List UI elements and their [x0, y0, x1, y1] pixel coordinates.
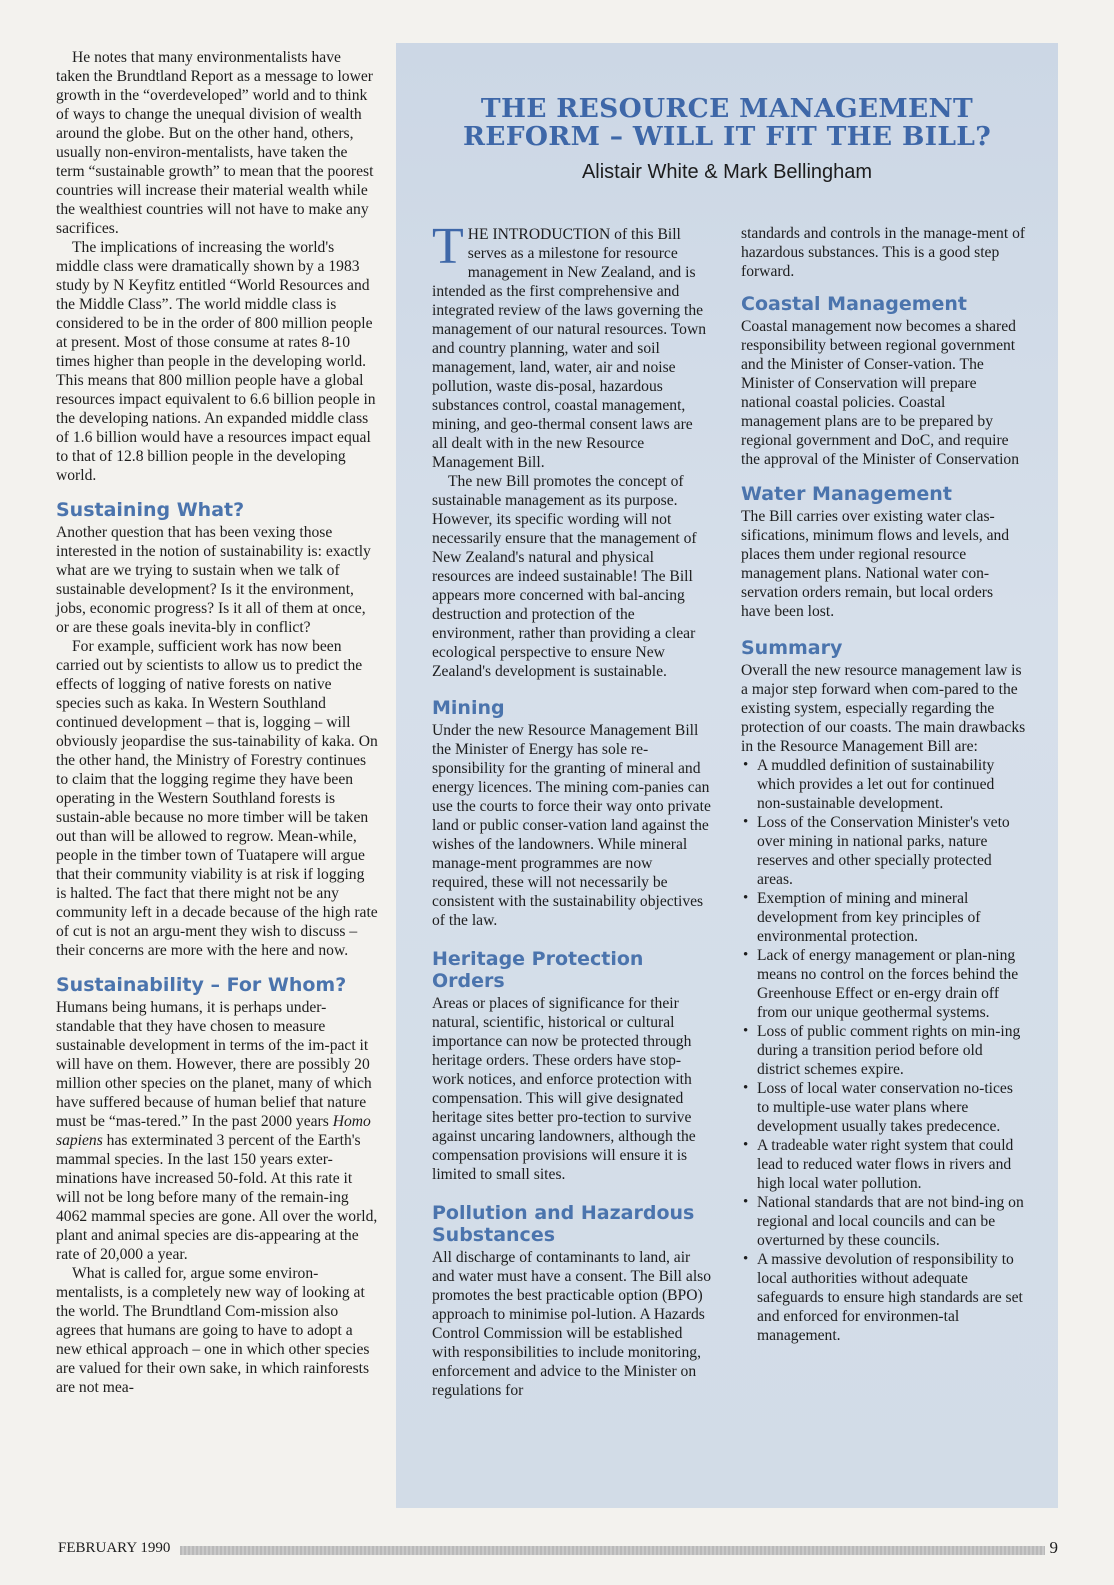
- summary-bullet: • Loss of local water conservation no-tices to multiple-use water plans where development usually takes predecence.: [741, 1079, 1026, 1136]
- coastal-text: Coastal management now becomes a shared responsibility between regional government and the Minister of Conser-vation. The Minister of Conservation will prepare national coastal policies. Coastal management plans are to be prepared by regional government and DoC, and require the approval of the Minister of Conservation: [741, 318, 1020, 468]
- summary-bullet: • Exemption of mining and mineral development from key principles of environmental protection.: [741, 889, 1026, 946]
- feature-box: [396, 43, 1058, 1508]
- heading-mining: Mining: [432, 697, 505, 719]
- feature-column-1: [432, 218, 712, 1400]
- intro-paragraph-2: The new Bill promotes the concept of sustainable management as its purpose. However, its specific wording will not necessarily ensure that the management of New Zealand's natural and physical resources are indeed sustainable! The Bill appears more concerned with bal-ancing destruction and protection of the environment, rather than providing a clear ecological perspective to ensure New Zealand's development is sustainable.: [432, 473, 697, 680]
- summary-bullet: • National standards that are not bind-ing on regional and local councils and can be overturned by these councils.: [741, 1193, 1026, 1250]
- feature-title-line-2: REFORM – WILL IT FIT THE BILL?: [462, 121, 992, 152]
- pollution-text: All discharge of contaminants to land, air and water must have a consent. The Bill also promotes the best practicable option (BPO) approach to minimise pol-lution. A Hazards Control Commission will be established with responsibilities to include monitoring, enforcement and advice to the Minister on regulations for: [432, 1249, 712, 1399]
- left-paragraph-5-part-b: has exterminated 3 percent of the Earth's mammal species. In the last 150 years exter-minations have increased 50-fold. At this rate it will not be long before many of the remain-ing 4062 mammal species are gone. All over the world, plant and animal species are dis-appearing at the rate of 20,000 a year.: [56, 1132, 378, 1263]
- heritage-text: Areas or places of significance for their natural, scientific, historical or cultural importance can now be protected through heritage orders. These orders have stop-work notices, and enforce protection with compensation. This will give designated heritage sites better pro-tection to survive against uncaring landowners, although the compensation provisions will ensure it is limited to small sites.: [432, 995, 696, 1183]
- left-column: [56, 48, 378, 1397]
- feature-column-2: [741, 224, 1026, 1345]
- heading-sustainability-for-whom: Sustainability – For Whom?: [56, 974, 347, 996]
- summary-bullet: • A tradeable water right system that could lead to reduced water flows in rivers and high local water pollution.: [741, 1136, 1026, 1193]
- pollution-continued-text: standards and controls in the manage-ment of hazardous substances. This is a good step forward.: [741, 225, 1026, 280]
- summary-bullet: • Loss of the Conservation Minister's veto over mining in national parks, nature reserves and other specially protected areas.: [741, 813, 1026, 889]
- heading-sustaining-what: Sustaining What?: [56, 499, 245, 521]
- feature-title-line-1: THE RESOURCE MANAGEMENT: [480, 93, 974, 124]
- heading-summary: Summary: [741, 637, 843, 659]
- intro-caps: HE INTRODUCTION: [467, 226, 611, 243]
- left-paragraph-6: What is called for, argue some environ-mentalists, is a completely new way of looking at the world. The Brundtland Com-mission also agrees that humans are going to have to adopt a new ethical approach – one in which other species are valued for their own sake, in which rainforests are not mea-: [56, 1265, 370, 1396]
- left-paragraph-5-part-a: Humans being humans, it is perhaps under-standable that they have chosen to measure sustainable development in terms of the im-pact it will have on them. However, there are possibly 20 million other species on the planet, many of which have suffered because of human belief that nature must be “mas-tered.” In the past 2000 years: [56, 999, 372, 1130]
- intro-paragraph: [432, 218, 712, 472]
- footer-issue-date: FEBRUARY 1990: [58, 1540, 171, 1556]
- left-paragraph-4: For example, sufficient work has now been carried out by scientists to allow us to predict the effects of logging of native forests on native species such as kaka. In Western Southland continued development – that is, logging – will obviously jeopardise the sus-tainability of kaka. On the other hand, the Ministry of Forestry continues to claim that the logging regime they have been operating in the Western Southland forests is sustain-able because no more timber will be taken out than will be allowed to regrow. Mean-while, people in the timber town of Tuatapere will argue that their community viability is at risk if logging is halted. The fact that there might not be any community left in a decade because of the high rate of cut is not an argu-ment they wish to discuss – their concerns are more with the here and now.: [56, 638, 378, 959]
- heading-heritage: Heritage Protection Orders: [432, 948, 644, 992]
- water-text: The Bill carries over existing water clas-sifications, minimum flows and levels, and places them under regional resource management plans. National water con-servation orders remain, but local orders have been lost.: [741, 508, 1010, 620]
- left-paragraph-2: The implications of increasing the world's middle class were dramatically shown by a 1983 study by N Keyfitz entitled “World Resources and the Middle Class”. The world middle class is considered to be in the order of 800 million people at present. Most of those consume at rates 8-10 times higher than people in the developing world. This means that 800 million people have a global resources impact equivalent to 6.6 billion people in the developing nations. An expanded middle class of 1.6 billion would have a resources impact equal to that of 12.8 billion people in the developing world.: [56, 239, 376, 484]
- left-paragraph-1: He notes that many environmentalists have taken the Brundtland Report as a message to lower growth in the “overdeveloped” world and to think of ways to change the unequal division of wealth around the globe. But on the other hand, others, usually non-environ-mentalists, have taken the term “sustainable growth” to mean that the poorest countries will increase their material wealth while the wealthiest countries will not have to make any sacrifices.: [56, 49, 374, 237]
- feature-authors: Alistair White & Mark Bellingham: [581, 161, 873, 183]
- mining-text: Under the new Resource Management Bill the Minister of Energy has sole re-sponsibility for the granting of mineral and energy licences. The mining com-panies can use the courts to force their way onto private land or public conser-vation land against the wishes of the landowners. While mineral manage-ment programmes are now required, these will not necessarily be consistent with the sustainability objectives of the law.: [432, 722, 711, 929]
- summary-bullet: • Lack of energy management or plan-ning means no control on the forces behind the Greenhouse Effect or en-ergy drain off from our unique geothermal systems.: [741, 946, 1026, 1022]
- summary-bullet: • Loss of public comment rights on min-ing during a transition period before old district schemes expire.: [741, 1022, 1026, 1079]
- left-paragraph-5: [56, 998, 378, 1264]
- heading-coastal: Coastal Management: [741, 293, 968, 315]
- heading-pollution: Pollution and Hazardous Substances: [432, 1202, 695, 1246]
- feature-title: [396, 95, 1058, 151]
- summary-text: Overall the new resource management law is a major step forward when com-pared to the existing system, especially regarding the protection of our coasts. The main drawbacks in the Resource Management Bill are:: [741, 662, 1026, 755]
- drop-cap: T: [432, 218, 464, 275]
- summary-bullet-list: [741, 756, 1026, 1345]
- summary-bullet: • A massive devolution of responsibility to local authorities without adequate safeguards to ensure high standards are set and enforced for environmen-tal management.: [741, 1250, 1026, 1345]
- intro-text: of this Bill serves as a milestone for resource management in New Zealand, and is intended as the first comprehensive and integrated review of the laws governing the management of our natural resources. Town and country planning, water and soil management, land, water, air and noise pollution, waste dis-posal, hazardous substances control, coastal management, mining, and geo-thermal consent laws are all dealt with in the new Resource Management Bill.: [432, 226, 707, 471]
- page-footer: [58, 1538, 1058, 1562]
- footer-rule: [180, 1546, 1045, 1555]
- left-paragraph-3: Another question that has been vexing those interested in the notion of sustainability is: exactly what are we trying to sustain when we talk of sustainable development? Is it the environment, jobs, economic progress? Is it all of them at once, or are these goals inevita-bly in conflict?: [56, 524, 371, 636]
- page-number: 9: [1049, 1538, 1058, 1557]
- heading-water: Water Management: [741, 483, 952, 505]
- summary-bullet: • A muddled definition of sustainability which provides a let out for continued non-sustainable development.: [741, 756, 1026, 813]
- species-name-italic: Homo sapiens: [56, 1113, 371, 1149]
